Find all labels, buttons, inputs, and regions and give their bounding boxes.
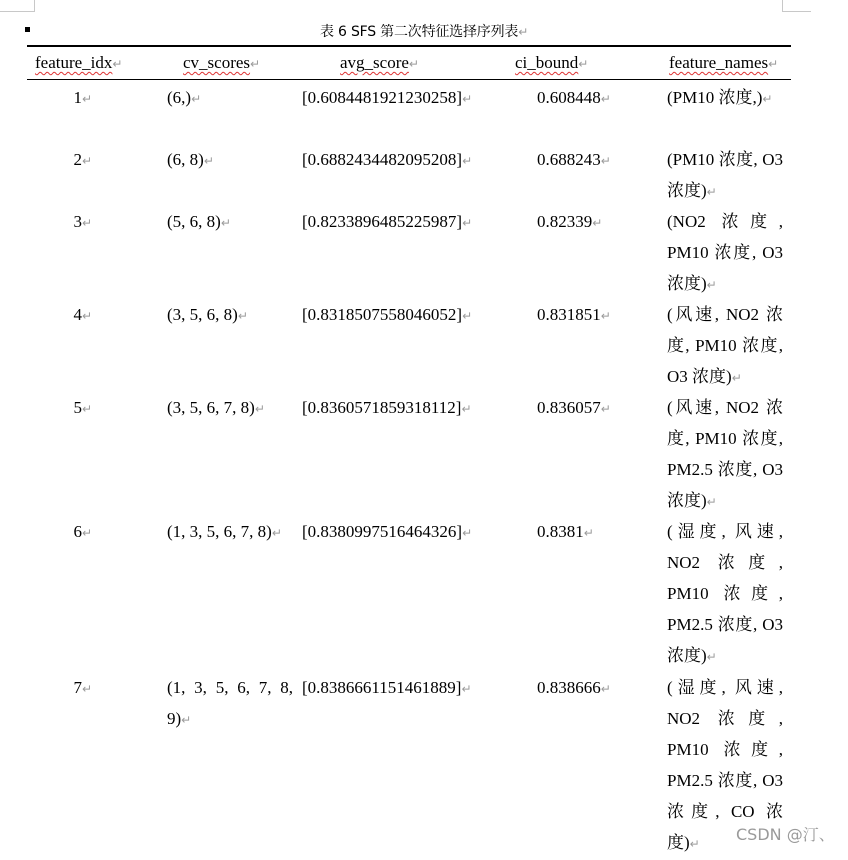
cell-feature-names: (风速, NO2 浓度, PM10 浓度, PM2.5 浓度, O3 浓度)↵ [667,398,783,510]
csdn-watermark: CSDN @汀、 [736,825,835,844]
header-ci-bound: ci_bound↵ [515,53,589,72]
cell-avg-score: [0.6084481921230258]↵ [302,88,473,107]
crop-mark-top-left [0,0,35,12]
cell-cv-scores: (3, 5, 6, 7, 8)↵ [167,398,265,417]
cell-avg-score: [0.8318507558046052]↵ [302,305,473,324]
cell-avg-score: [0.8233896485225987]↵ [302,212,473,231]
cell-feature-names: (湿度, 风速, NO2 浓度, PM10 浓度, PM2.5 浓度, O3 浓度)↵ [667,522,783,665]
cell-avg-score: [0.8360571859318112]↵ [302,398,472,417]
cell-feature-idx: 2↵ [73,150,92,169]
header-avg-score: avg_score↵ [340,53,419,72]
header-cv-scores: cv_scores↵ [183,53,261,72]
cell-ci-bound: 0.688243↵ [537,150,611,169]
cell-cv-scores: (1, 3, 5, 6, 7, 8)↵ [167,522,282,541]
cell-avg-score: [0.8386661151461889]↵ [302,678,472,697]
cell-avg-score: [0.6882434482095208]↵ [302,150,473,169]
cell-feature-names: (PM10 浓度,)↵ [667,88,773,107]
paragraph-mark-icon: ↵ [518,25,529,39]
cell-cv-scores: (6, 8)↵ [167,150,214,169]
table-caption [0,21,848,41]
cell-ci-bound: 0.831851↵ [537,305,611,324]
cell-cv-scores: (3, 5, 6, 8)↵ [167,305,248,324]
cell-feature-idx: 4↵ [73,305,92,324]
header-feature-names: feature_names↵ [669,53,779,72]
crop-mark-top-right [782,0,811,12]
cell-feature-idx: 1↵ [73,88,92,107]
cell-cv-scores: (6,)↵ [167,88,202,107]
cell-feature-names: (风速, NO2 浓度, PM10 浓度, O3 浓度)↵ [667,305,783,386]
table-header-rule [27,79,791,80]
cell-feature-names: (PM10 浓度, O3 浓度)↵ [667,150,783,200]
cell-ci-bound: 0.838666↵ [537,678,611,697]
cell-cv-scores: (5, 6, 8)↵ [167,212,231,231]
cell-feature-names: (湿度, 风速, NO2 浓度, PM10 浓度, PM2.5 浓度, O3 浓度, CO 浓度)↵ [667,678,783,852]
cell-avg-score: [0.8380997516464326]↵ [302,522,473,541]
table-top-rule [27,45,791,47]
cell-ci-bound: 0.836057↵ [537,398,611,417]
cell-ci-bound: 0.608448↵ [537,88,611,107]
cell-feature-idx: 7↵ [73,678,92,697]
caption-text: 表 6 SFS 第二次特征选择序列表 [319,24,519,40]
cell-cv-scores: (1, 3, 5, 6, 7, 8, 9)↵ [167,678,293,728]
cell-ci-bound: 0.82339↵ [537,212,603,231]
cell-feature-idx: 5↵ [73,398,92,417]
cell-feature-names: (NO2 浓度, PM10 浓度, O3 浓度)↵ [667,212,783,293]
header-feature-idx: feature_idx↵ [35,53,123,72]
cell-ci-bound: 0.8381↵ [537,522,594,541]
cell-feature-idx: 6↵ [73,522,92,541]
cell-feature-idx: 3↵ [73,212,92,231]
